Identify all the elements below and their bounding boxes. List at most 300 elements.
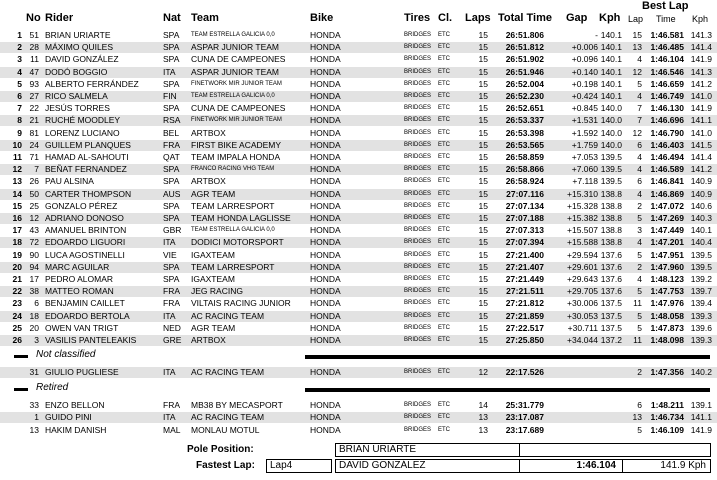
cell-pos: 21 — [12, 274, 22, 284]
cell-total: 26:52.230 — [505, 91, 544, 101]
cell-laps: 15 — [478, 335, 488, 345]
header-best-lap-time: Time — [656, 14, 676, 24]
cell-total: 26:52.651 — [505, 103, 544, 114]
cell-team: TEAM ESTRELLA GALICIA 0,0 — [191, 32, 275, 38]
result-row — [0, 67, 717, 78]
summary-empty-cell — [519, 443, 711, 457]
cell-btime: 1:46.869 — [650, 188, 684, 199]
cell-nat: ITA — [163, 66, 176, 77]
cell-laps: 15 — [478, 225, 488, 236]
cell-total: 26:53.337 — [505, 115, 544, 126]
cell-bkph: 141.0 — [690, 91, 712, 101]
cell-laps: 15 — [478, 176, 488, 187]
not-classified-divider — [305, 355, 710, 359]
cell-rider: OWEN VAN TRIGT — [45, 322, 119, 333]
cell-gap: +30.053 — [567, 310, 598, 321]
cell-pos: 3 — [17, 54, 22, 65]
cell-nat: ITA — [163, 412, 176, 423]
cell-tires: BRIDGES — [404, 227, 432, 234]
cell-cl: ETC — [438, 312, 450, 319]
cell-no: 20 — [29, 322, 39, 333]
cell-blap: 7 — [637, 103, 642, 114]
cell-no: 13 — [29, 424, 39, 435]
cell-bkph: 139.1 — [690, 400, 712, 410]
cell-no: 94 — [29, 261, 39, 272]
cell-laps: 15 — [478, 274, 488, 284]
cell-blap: 11 — [633, 335, 642, 345]
cell-bike: HONDA — [310, 322, 341, 333]
cell-no: 90 — [29, 249, 39, 260]
cell-bike: HONDA — [310, 91, 341, 101]
cell-nat: MAL — [163, 424, 181, 435]
header-team: Team — [191, 12, 219, 24]
cell-rider: HAMAD AL-SAHOUTI — [45, 152, 129, 162]
cell-no: 51 — [29, 30, 39, 40]
cell-gap: +15.507 — [567, 225, 598, 236]
cell-blap: 11 — [633, 298, 642, 309]
cell-kph: 140.1 — [600, 54, 622, 65]
cell-no: 17 — [29, 274, 39, 284]
cell-gap: +0.096 — [571, 54, 598, 65]
cell-bike: HONDA — [310, 66, 341, 77]
cell-no: 38 — [29, 286, 39, 297]
cell-nat: ITA — [163, 237, 176, 248]
cell-cl: ETC — [438, 141, 450, 148]
result-row — [0, 298, 717, 309]
cell-blap: 15 — [632, 30, 642, 40]
cell-blap: 4 — [637, 91, 642, 101]
cell-blap: 5 — [637, 310, 642, 321]
cell-kph: 138.8 — [600, 188, 622, 199]
cell-team: DODICI MOTORSPORT — [191, 237, 284, 248]
cell-bkph: 139.3 — [690, 310, 712, 321]
result-row — [0, 42, 717, 53]
cell-laps: 13 — [478, 424, 488, 435]
cell-nat: QAT — [163, 152, 180, 162]
cell-nat: SPA — [163, 103, 180, 114]
cell-team: IGAXTEAM — [191, 249, 235, 260]
cell-bike: HONDA — [310, 310, 341, 321]
cell-total: 27:21.407 — [505, 261, 544, 272]
cell-rider: MARC AGUILAR — [45, 261, 110, 272]
cell-no: 71 — [29, 152, 39, 162]
cell-rider: VASILIS PANTELEAKIS — [45, 335, 137, 345]
cell-kph: 140.1 — [600, 78, 622, 89]
cell-tires: BRIDGES — [404, 215, 432, 221]
cell-pos: 5 — [17, 78, 22, 89]
cell-team: IGAXTEAM — [191, 274, 235, 284]
cell-bkph: 140.1 — [690, 225, 712, 236]
cell-bike: HONDA — [310, 213, 341, 223]
cell-tires: BRIDGES — [404, 251, 432, 258]
cell-nat: FIN — [163, 91, 177, 101]
cell-rider: JESÚS TORRES — [45, 103, 110, 114]
cell-tires: BRIDGES — [404, 288, 432, 295]
cell-kph: 137.2 — [600, 335, 622, 345]
cell-team: ASPAR JUNIOR TEAM — [191, 42, 280, 53]
result-row — [0, 323, 717, 334]
result-row — [0, 140, 717, 151]
cell-gap: +34.044 — [567, 335, 598, 345]
cell-tires: BRIDGES — [404, 402, 432, 408]
cell-cl: ETC — [438, 154, 450, 160]
cell-kph: 138.8 — [600, 200, 622, 211]
cell-btime: 1:47.201 — [650, 237, 684, 248]
cell-rider: PAU ALSINA — [45, 176, 94, 187]
cell-kph: 140.0 — [600, 127, 622, 138]
result-row — [0, 250, 717, 261]
cell-total: 27:25.850 — [505, 335, 544, 345]
cell-cl: ETC — [438, 324, 450, 331]
cell-rider: MATTEO ROMAN — [45, 286, 114, 297]
cell-total: 26:58.866 — [505, 164, 544, 175]
cell-gap: +29.643 — [567, 274, 598, 284]
cell-tires: BRIDGES — [404, 56, 432, 63]
cell-cl: ETC — [438, 129, 450, 136]
cell-team: AC RACING TEAM — [191, 367, 265, 377]
cell-btime: 1:47.269 — [650, 213, 684, 223]
cell-team: ASPAR JUNIOR TEAM — [191, 66, 280, 77]
cell-btime: 1:46.749 — [650, 91, 684, 101]
cell-kph: 140.0 — [600, 115, 622, 126]
cell-cl: ETC — [438, 80, 450, 87]
cell-no: 26 — [29, 176, 39, 187]
cell-team: AC RACING TEAM — [191, 310, 265, 321]
cell-gap: +29.594 — [567, 249, 598, 260]
cell-nat: AUS — [163, 188, 181, 199]
cell-gap: +30.711 — [567, 322, 598, 333]
cell-team: CUNA DE CAMPEONES — [191, 103, 286, 114]
cell-rider: GUIDO PINI — [45, 412, 92, 423]
cell-tires: BRIDGES — [404, 105, 432, 112]
cell-tires: BRIDGES — [404, 239, 432, 246]
cell-btime: 1:47.072 — [650, 200, 684, 211]
cell-blap: 4 — [637, 54, 642, 65]
cell-laps: 15 — [478, 152, 488, 162]
cell-tires: BRIDGES — [404, 68, 432, 75]
cell-rider: HAKIM DANISH — [45, 424, 107, 435]
result-row — [0, 164, 717, 175]
header-bike: Bike — [310, 12, 334, 24]
cell-bkph: 141.0 — [690, 127, 712, 138]
cell-blap: 4 — [637, 164, 642, 175]
cell-cl: ETC — [438, 166, 450, 173]
cell-total: 27:21.400 — [505, 249, 544, 260]
cell-tires: BRIDGES — [404, 80, 432, 87]
cell-tires: BRIDGES — [404, 426, 432, 433]
cell-gap: +30.006 — [567, 298, 598, 309]
cell-team: ARTBOX — [191, 335, 226, 345]
result-row — [0, 335, 717, 346]
cell-team: CUNA DE CAMPEONES — [191, 54, 286, 65]
cell-total: 23:17.689 — [505, 424, 544, 435]
cell-bike: HONDA — [310, 78, 341, 89]
cell-pos: 2 — [17, 42, 22, 53]
cell-cl: ETC — [438, 117, 450, 124]
cell-gap: +0.424 — [571, 91, 598, 101]
cell-btime: 1:47.976 — [650, 298, 684, 309]
cell-btime: 1:48.123 — [650, 274, 684, 284]
cell-bkph: 139.5 — [690, 261, 712, 272]
cell-nat: SPA — [163, 261, 180, 272]
header-best-lap-number: Lap — [628, 14, 644, 24]
cell-bike: HONDA — [310, 249, 341, 260]
cell-btime: 1:48.098 — [650, 335, 684, 345]
header-class: Cl. — [438, 12, 453, 24]
cell-total: 27:21.859 — [505, 310, 544, 321]
cell-bike: HONDA — [310, 335, 341, 345]
cell-bkph: 141.2 — [690, 164, 712, 175]
cell-total: 26:52.004 — [505, 78, 544, 89]
cell-tires: BRIDGES — [404, 263, 432, 270]
cell-kph: 139.5 — [600, 176, 622, 187]
cell-cl: ETC — [438, 263, 450, 270]
cell-btime: 1:48.058 — [650, 310, 684, 321]
cell-blap: 5 — [637, 322, 642, 333]
cell-pos: 19 — [12, 249, 22, 260]
cell-team: TEAM ESTRELLA GALICIA 0,0 — [191, 93, 275, 99]
cell-blap: 13 — [632, 42, 642, 53]
cell-tires: BRIDGES — [404, 129, 432, 136]
cell-total: 27:07.313 — [505, 225, 544, 236]
cell-nat: SPA — [163, 164, 180, 175]
cell-laps: 15 — [478, 66, 488, 77]
cell-blap: 2 — [637, 367, 642, 377]
cell-laps: 15 — [478, 298, 488, 309]
cell-bkph: 139.6 — [690, 322, 712, 333]
cell-team: MONLAU MOTUL — [191, 424, 260, 435]
cell-no: 27 — [29, 91, 39, 101]
cell-nat: SPA — [163, 78, 180, 89]
result-row — [0, 152, 717, 163]
cell-bkph: 140.6 — [690, 200, 712, 211]
cell-blap: 6 — [637, 139, 642, 150]
fastest-lap-rider: DAVID GONZÁLEZ — [335, 459, 520, 473]
cell-gap: +15.310 — [567, 188, 598, 199]
cell-laps: 15 — [478, 310, 488, 321]
header-kph: Kph — [599, 12, 621, 24]
cell-tires: BRIDGES — [404, 166, 432, 173]
cell-bike: HONDA — [310, 237, 341, 248]
cell-btime: 1:47.356 — [650, 367, 684, 377]
cell-blap: 6 — [637, 176, 642, 187]
cell-rider: AMANUEL BRINTON — [45, 225, 127, 236]
cell-pos: 1 — [17, 30, 22, 40]
pole-position-label: Pole Position: — [187, 444, 254, 455]
cell-bike: HONDA — [310, 164, 341, 175]
cell-btime: 1:46.109 — [650, 424, 684, 435]
cell-no: 50 — [29, 188, 39, 199]
result-row — [0, 91, 717, 102]
result-row — [0, 274, 717, 285]
cell-bkph: 140.2 — [690, 367, 712, 377]
cell-total: 26:51.806 — [505, 30, 544, 40]
cell-kph: 140.1 — [600, 30, 622, 40]
cell-nat: FRA — [163, 298, 180, 309]
cell-pos: 24 — [12, 310, 22, 321]
cell-tires: BRIDGES — [404, 93, 432, 99]
cell-no: 24 — [29, 139, 39, 150]
cell-laps: 15 — [478, 237, 488, 248]
cell-team: AC RACING TEAM — [191, 412, 265, 423]
cell-blap: 4 — [637, 152, 642, 162]
cell-tires: BRIDGES — [404, 324, 432, 331]
cell-bike: HONDA — [310, 286, 341, 297]
cell-tires: BRIDGES — [404, 300, 432, 307]
cell-pos: 13 — [12, 176, 22, 187]
result-row — [0, 286, 717, 297]
cell-kph: 140.1 — [600, 66, 622, 77]
cell-total: 27:21.449 — [505, 274, 544, 284]
cell-cl: ETC — [438, 44, 450, 51]
cell-total: 27:07.134 — [505, 200, 544, 211]
cell-no: 22 — [29, 103, 39, 114]
cell-laps: 15 — [478, 30, 488, 40]
cell-total: 27:07.116 — [506, 188, 544, 199]
cell-nat: SPA — [163, 30, 180, 40]
cell-bkph: 139.5 — [690, 249, 712, 260]
cell-kph: 137.5 — [600, 322, 622, 333]
cell-tires: BRIDGES — [404, 369, 432, 375]
cell-laps: 15 — [478, 127, 488, 138]
cell-nat: SPA — [163, 42, 180, 53]
cell-total: 26:51.812 — [505, 42, 544, 53]
cell-gap: +15.588 — [567, 237, 598, 248]
cell-gap: +0.198 — [571, 78, 598, 89]
cell-laps: 15 — [478, 103, 488, 114]
cell-team: FINETWORK MIR JUNIOR TEAM — [191, 80, 282, 87]
retired-label: Retired — [36, 382, 69, 393]
cell-rider: LUCA AGOSTINELLI — [45, 249, 125, 260]
cell-blap: 4 — [637, 188, 642, 199]
cell-cl: ETC — [438, 239, 450, 246]
cell-team: MB38 BY MECASPORT — [191, 400, 283, 410]
cell-pos: 25 — [12, 322, 22, 333]
header-rider: Rider — [45, 12, 74, 24]
cell-total: 27:21.812 — [505, 298, 544, 309]
cell-cl: ETC — [438, 105, 450, 112]
cell-tires: BRIDGES — [404, 190, 432, 197]
cell-bike: HONDA — [310, 424, 341, 435]
result-row — [0, 412, 717, 423]
cell-total: 26:51.902 — [505, 54, 544, 65]
cell-rider: CARTER THOMPSON — [45, 188, 132, 199]
cell-kph: 140.1 — [600, 91, 622, 101]
cell-gap: +15.328 — [567, 200, 598, 211]
header-total-time: Total Time — [498, 12, 552, 24]
cell-blap: 2 — [637, 261, 642, 272]
header-best-lap: Best Lap — [642, 0, 689, 12]
cell-laps: 15 — [478, 286, 488, 297]
cell-tires: BRIDGES — [404, 141, 432, 148]
cell-btime: 1:46.104 — [650, 54, 684, 65]
cell-cl: ETC — [438, 32, 450, 38]
cell-cl: ETC — [438, 202, 450, 209]
cell-bike: HONDA — [310, 127, 341, 138]
cell-pos: 12 — [12, 164, 22, 175]
result-row — [0, 189, 717, 200]
result-row — [0, 311, 717, 322]
cell-nat: SPA — [163, 176, 180, 187]
cell-pos: 17 — [12, 225, 22, 236]
cell-no: 12 — [29, 213, 39, 223]
cell-rider: RUCHÉ MOODLEY — [45, 115, 121, 126]
cell-bike: HONDA — [310, 298, 341, 309]
cell-gap: +1.531 — [571, 115, 598, 126]
cell-nat: ITA — [163, 310, 176, 321]
cell-total: 27:21.511 — [506, 286, 544, 297]
cell-bkph: 141.9 — [690, 103, 712, 114]
cell-bkph: 141.5 — [690, 139, 712, 150]
cell-bkph: 139.2 — [690, 274, 712, 284]
cell-total: 22:17.526 — [505, 367, 544, 377]
cell-bkph: 141.4 — [690, 152, 712, 162]
cell-cl: ETC — [438, 251, 450, 258]
cell-pos: 9 — [17, 127, 22, 138]
cell-laps: 14 — [478, 400, 488, 410]
header-nat: Nat — [163, 12, 181, 24]
cell-bkph: 141.1 — [690, 412, 712, 423]
cell-tires: BRIDGES — [404, 154, 432, 160]
cell-nat: SPA — [163, 200, 180, 211]
cell-tires: BRIDGES — [404, 32, 432, 38]
cell-total: 25:31.779 — [505, 400, 544, 410]
result-row — [0, 213, 717, 224]
cell-no: 11 — [30, 54, 39, 65]
cell-kph: 137.5 — [600, 310, 622, 321]
result-row — [0, 128, 717, 139]
header-best-lap-kph: Kph — [692, 14, 709, 24]
cell-gap: +1.759 — [571, 139, 598, 150]
not-classified-marker — [14, 355, 28, 358]
cell-blap: 2 — [637, 200, 642, 211]
cell-gap: +7.060 — [571, 164, 598, 175]
cell-cl: ETC — [438, 369, 450, 375]
cell-rider: GIULIO PUGLIESE — [45, 367, 119, 377]
cell-nat: SPA — [163, 274, 180, 284]
cell-bkph: 140.3 — [690, 213, 712, 223]
cell-bike: HONDA — [310, 200, 341, 211]
pole-position-rider: BRIAN URIARTE — [335, 443, 520, 457]
cell-no: 25 — [29, 200, 39, 211]
cell-pos: 15 — [12, 200, 22, 211]
cell-gap: +7.053 — [571, 152, 598, 162]
cell-nat: VIE — [163, 249, 177, 260]
cell-bike: HONDA — [310, 30, 341, 40]
cell-team: TEAM LARRESPORT — [191, 200, 275, 211]
retired-marker — [14, 388, 28, 391]
cell-laps: 15 — [478, 213, 488, 223]
cell-no: 43 — [29, 225, 39, 236]
cell-pos: 6 — [17, 91, 22, 101]
cell-total: 26:58.924 — [505, 176, 544, 187]
cell-kph: 140.0 — [600, 139, 622, 150]
cell-kph: 138.8 — [600, 237, 622, 248]
cell-blap: 4 — [637, 274, 642, 284]
cell-no: 6 — [34, 298, 39, 309]
cell-blap: 5 — [637, 78, 642, 89]
cell-bike: HONDA — [310, 42, 341, 53]
cell-rider: DODÓ BOGGIO — [45, 66, 108, 77]
cell-blap: 5 — [637, 213, 642, 223]
cell-blap: 13 — [632, 412, 642, 423]
fastest-lap-label: Fastest Lap: — [196, 460, 255, 471]
result-row — [0, 103, 717, 114]
cell-team: VILTAIS RACING JUNIOR — [191, 298, 291, 309]
cell-cl: ETC — [438, 414, 450, 421]
header-gap: Gap — [566, 12, 588, 24]
cell-laps: 15 — [478, 78, 488, 89]
